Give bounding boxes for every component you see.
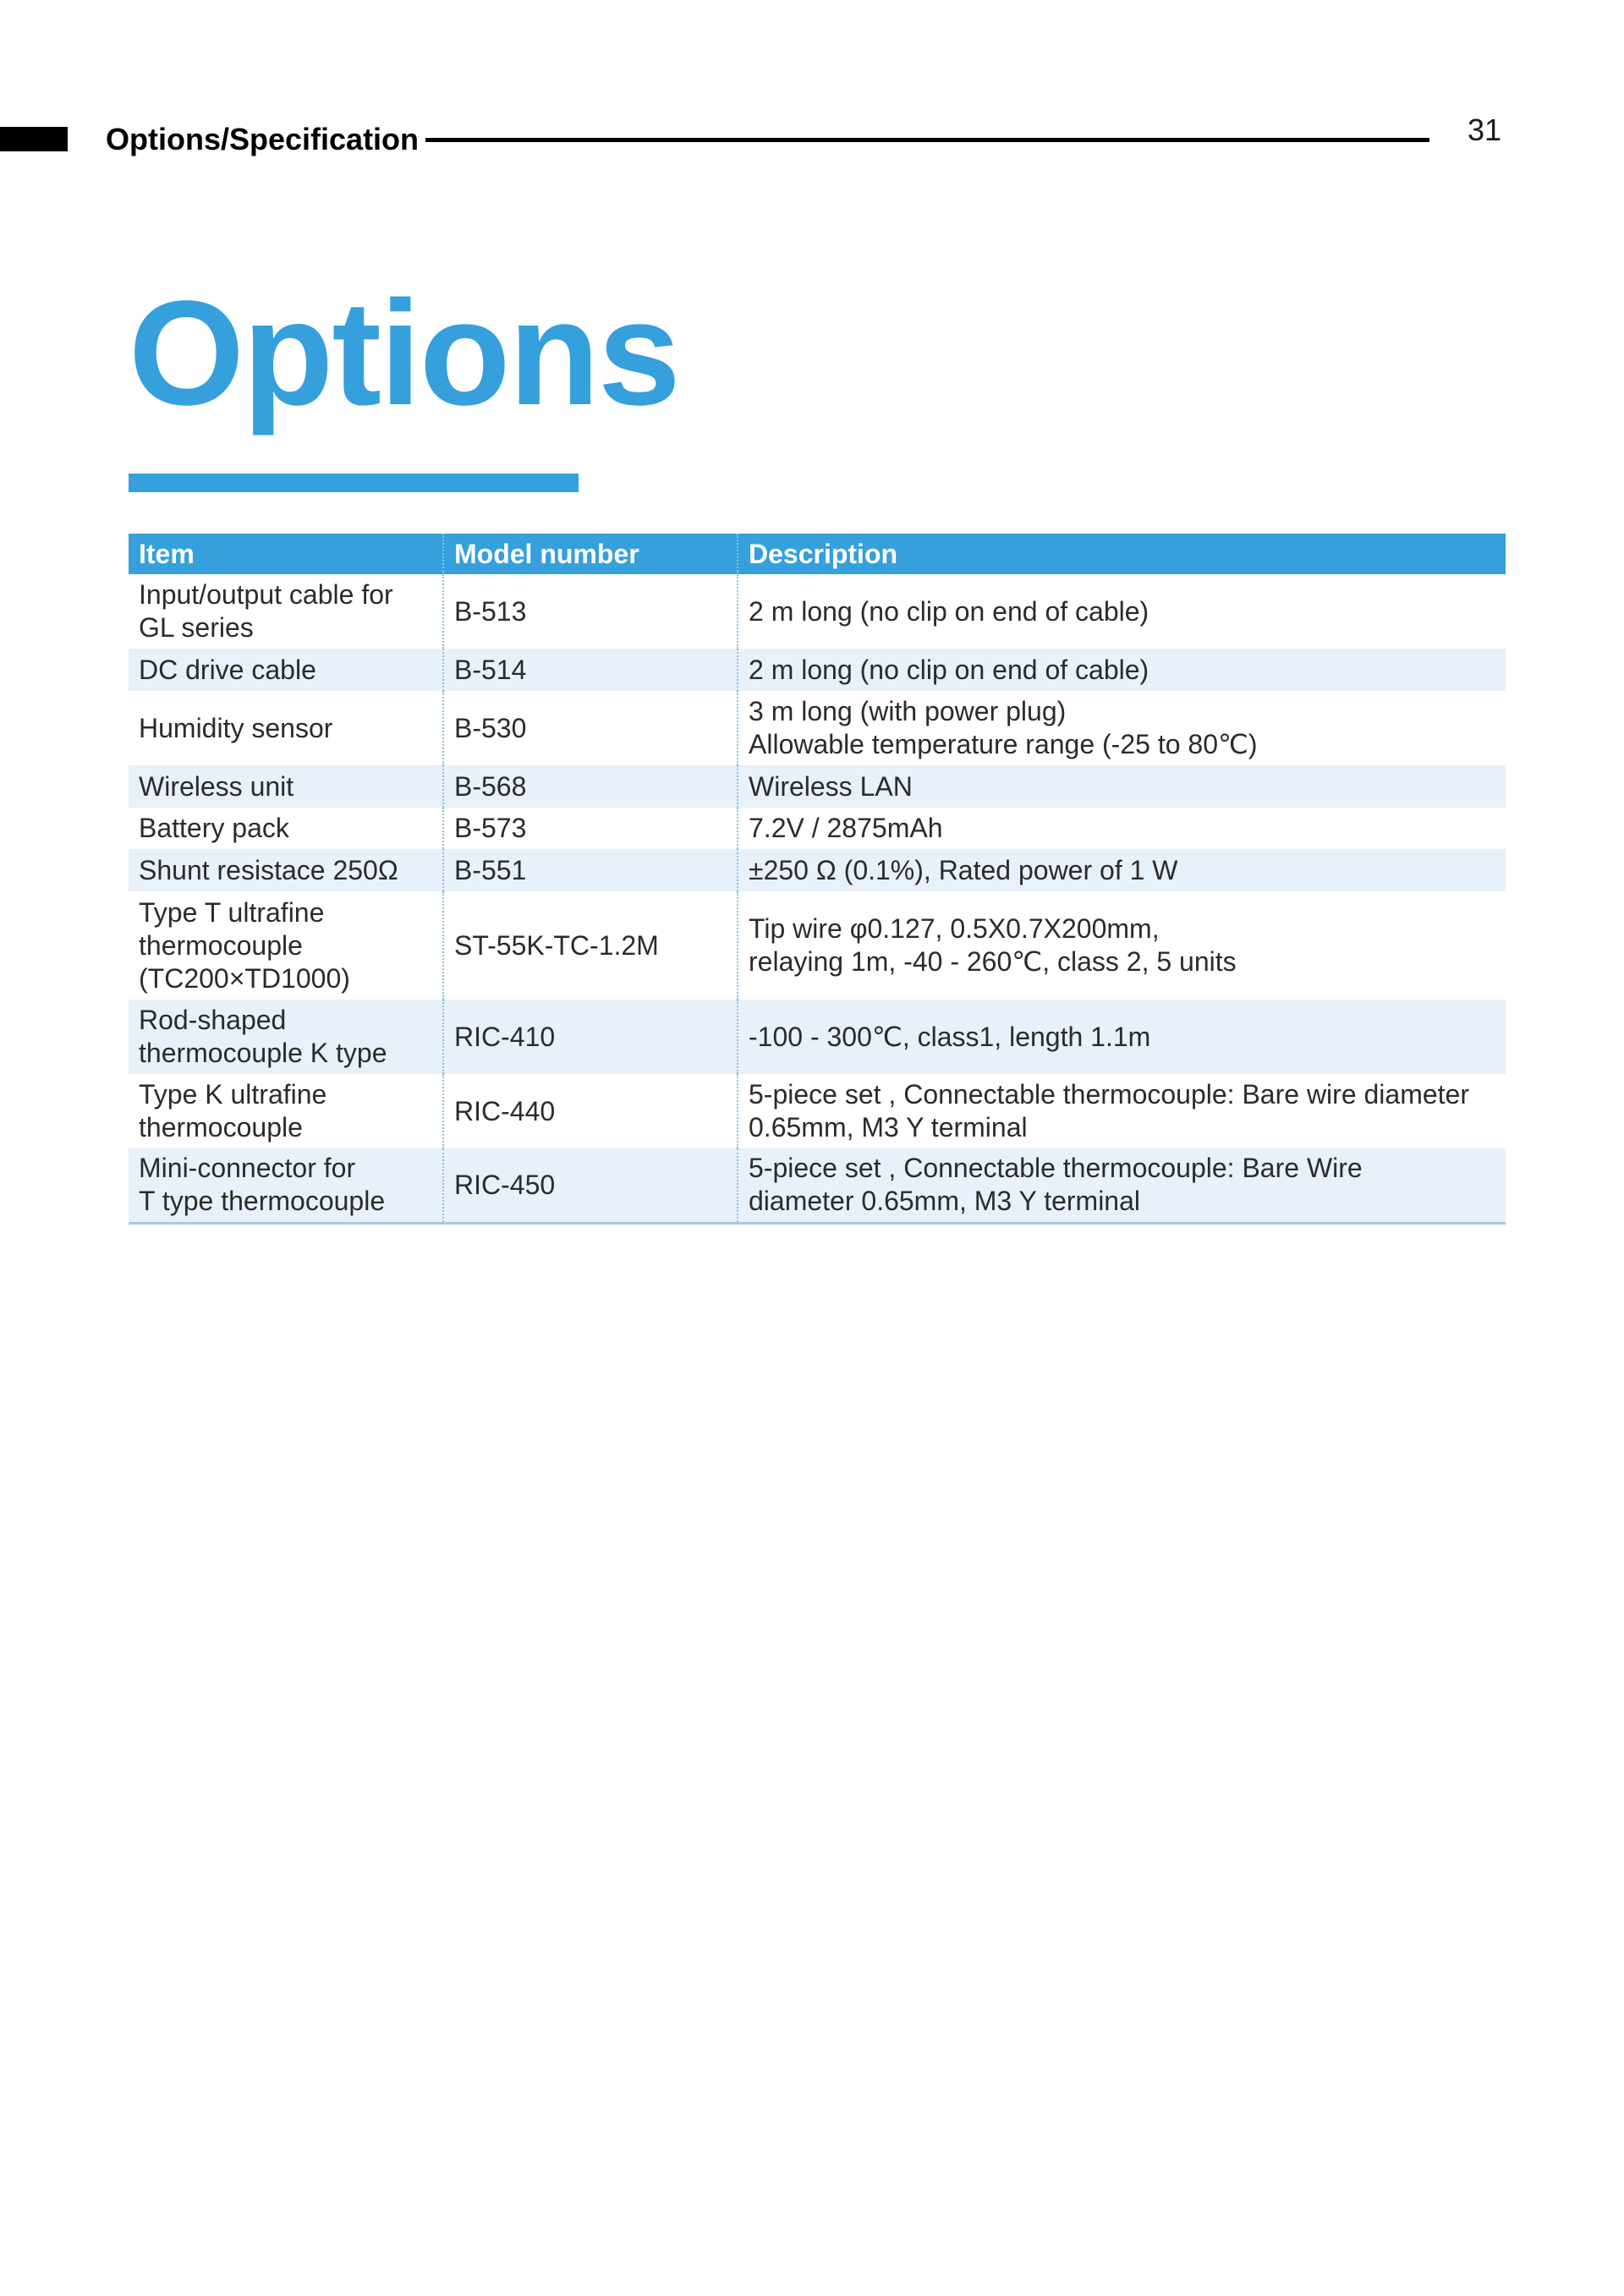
description-cell: [738, 765, 1506, 808]
table-row: [129, 1148, 1506, 1223]
table-row: [129, 891, 1506, 1000]
item-cell: [129, 891, 443, 1000]
item-text: Humidity sensor: [139, 712, 333, 743]
header-rule: [419, 138, 1429, 142]
description-text: -100 - 300℃, class1, length 1.1m: [749, 1021, 1151, 1052]
description-cell: [738, 1000, 1506, 1074]
item-text: Rod-shaped: [139, 1005, 287, 1035]
item-text: T type thermocouple: [139, 1186, 386, 1217]
model-cell: RIC-440: [443, 1074, 738, 1148]
description-cell: [738, 808, 1506, 849]
item-text: thermocouple K type: [139, 1038, 387, 1068]
model-cell: B-514: [443, 649, 738, 691]
item-cell: [129, 691, 443, 765]
description-text: diameter 0.65mm, M3 Y terminal: [749, 1186, 1140, 1217]
item-text: Input/output cable for: [139, 579, 393, 610]
table-row: [129, 1000, 1506, 1074]
model-cell: B-530: [443, 691, 738, 765]
model-cell: B-568: [443, 765, 738, 808]
description-text: relaying 1m, -40 - 260℃, class 2, 5 units: [749, 946, 1237, 977]
item-text: thermocouple: [139, 929, 303, 961]
description-text: 3 m long (with power plug): [749, 696, 1067, 726]
page-number: 31: [1468, 112, 1502, 147]
table-row: [129, 574, 1506, 649]
description-text: 5-piece set , Connectable thermocouple: Bare Wire: [749, 1153, 1363, 1184]
section-title: Options/Specification: [106, 121, 425, 158]
item-text: Battery pack: [139, 813, 289, 843]
description-text: 0.65mm, M3 Y terminal: [749, 1112, 1028, 1143]
header-marker-block: [0, 127, 68, 151]
page-title: Options: [129, 271, 679, 436]
description-text: ±250 Ω (0.1%), Rated power of 1 W: [749, 854, 1178, 885]
item-text: Wireless unit: [139, 770, 294, 802]
description-cell: [738, 649, 1506, 691]
column-header-description: Description: [738, 534, 1506, 574]
title-underline-bar: [129, 474, 579, 492]
item-text: Type T ultrafine: [139, 896, 325, 928]
description-cell: [738, 891, 1506, 1000]
model-cell: B-513: [443, 574, 738, 649]
item-text: Mini-connector for: [139, 1153, 356, 1184]
item-cell: [129, 765, 443, 808]
description-cell: [738, 849, 1506, 891]
item-cell: [129, 808, 443, 849]
table-row: [129, 691, 1506, 765]
item-text: GL series: [139, 612, 254, 643]
table-row: [129, 649, 1506, 691]
description-cell: [738, 1074, 1506, 1148]
description-text: Wireless LAN: [749, 770, 913, 802]
table-row: [129, 849, 1506, 891]
description-text: Tip wire φ0.127, 0.5X0.7X200mm,: [749, 913, 1160, 944]
item-text: DC drive cable: [139, 654, 316, 685]
table-row: [129, 765, 1506, 808]
model-cell: B-573: [443, 808, 738, 849]
table-row: [129, 808, 1506, 849]
model-cell: RIC-410: [443, 1000, 738, 1074]
item-text: (TC200×TD1000): [139, 962, 350, 994]
item-cell: [129, 574, 443, 649]
description-text: 5-piece set , Connectable thermocouple: Bare wire diameter: [749, 1079, 1469, 1110]
item-cell: [129, 649, 443, 691]
column-header-model-number: Model number: [443, 534, 738, 574]
description-cell: [738, 691, 1506, 765]
model-cell: RIC-450: [443, 1148, 738, 1223]
column-header-item: Item: [129, 534, 443, 574]
item-text: Type K ultrafine: [139, 1079, 327, 1110]
item-cell: [129, 1148, 443, 1223]
description-text: 2 m long (no clip on end of cable): [749, 595, 1149, 627]
item-cell: [129, 849, 443, 891]
model-cell: B-551: [443, 849, 738, 891]
description-text: Allowable temperature range (-25 to 80℃): [749, 729, 1258, 759]
description-cell: [738, 574, 1506, 649]
description-cell: [738, 1148, 1506, 1223]
description-text: 7.2V / 2875mAh: [749, 813, 943, 843]
item-cell: [129, 1000, 443, 1074]
item-text: thermocouple: [139, 1112, 303, 1143]
description-text: 2 m long (no clip on end of cable): [749, 654, 1149, 685]
item-cell: [129, 1074, 443, 1148]
model-cell: ST-55K-TC-1.2M: [443, 891, 738, 1000]
table-row: [129, 1074, 1506, 1148]
item-text: Shunt resistace 250Ω: [139, 854, 398, 885]
table-header-row: [129, 534, 1506, 574]
options-table: [129, 534, 1506, 1225]
